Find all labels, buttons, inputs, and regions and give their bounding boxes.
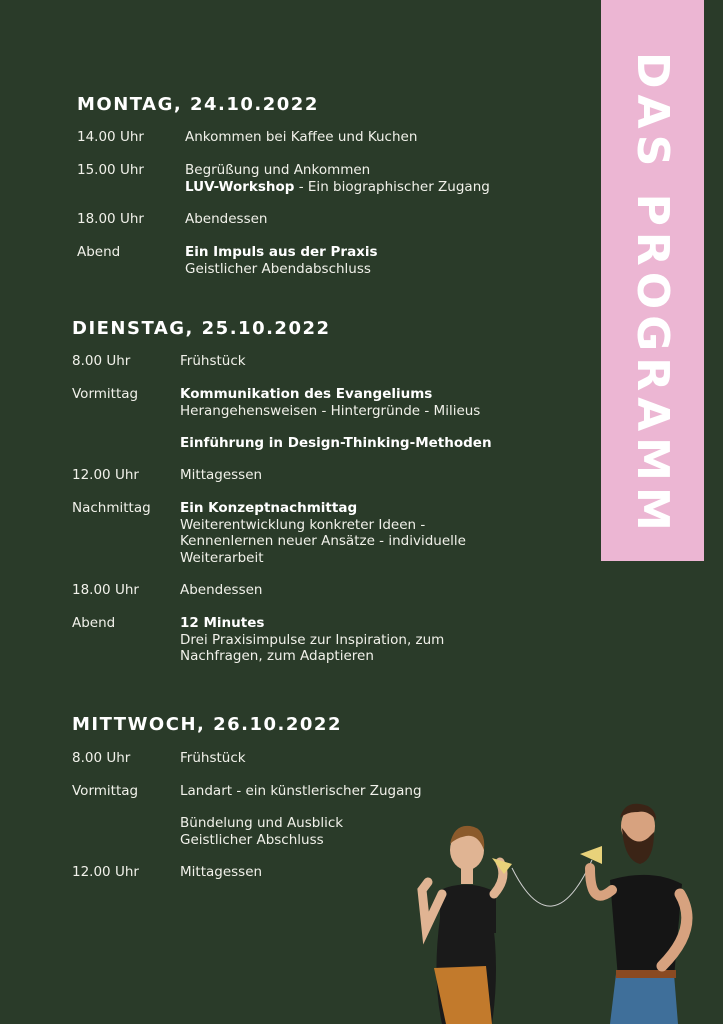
- description-line: [180, 500, 466, 517]
- description-bold: 12 Minutes: [180, 615, 265, 631]
- description-line: [185, 244, 378, 261]
- schedule-description: [180, 500, 466, 566]
- woman-figure: [422, 826, 512, 1024]
- description-line: [180, 832, 343, 849]
- description-line: [185, 211, 267, 228]
- schedule-time: Vormittag: [72, 386, 139, 402]
- description-text: - Ein biographischer Zugang: [294, 178, 490, 195]
- schedule-description: [185, 129, 417, 146]
- schedule-time: 12.00 Uhr: [72, 864, 139, 880]
- schedule-time: 18.00 Uhr: [77, 211, 144, 227]
- schedule-time: Nachmittag: [72, 500, 151, 516]
- description-bold: Ein Impuls aus der Praxis: [185, 244, 378, 260]
- description-bold: Kommunikation des Evangeliums: [180, 386, 433, 402]
- description-text: Landart - ein künstlerischer Zugang: [180, 783, 422, 799]
- schedule-time: 8.00 Uhr: [72, 353, 131, 369]
- description-text: Mittagessen: [180, 864, 263, 880]
- description-line: [185, 179, 490, 196]
- description-line: [180, 353, 246, 370]
- description-line: [185, 162, 490, 179]
- description-text: Kennenlernen neuer Ansätze - individuelle: [180, 533, 466, 549]
- description-line: [185, 129, 417, 146]
- description-text: Nachfragen, zum Adaptieren: [180, 648, 374, 664]
- schedule-description: [180, 783, 422, 800]
- description-text: Begrüßung und Ankommen: [185, 162, 371, 178]
- schedule-description: [180, 864, 262, 881]
- schedule-time: Abend: [72, 615, 116, 631]
- schedule-description: [180, 467, 262, 484]
- description-line: [180, 815, 343, 832]
- description-bold: LUV-Workshop: [185, 178, 295, 195]
- description-text: Abendessen: [180, 582, 263, 598]
- schedule-description: [180, 353, 246, 370]
- description-text: Drei Praxisimpulse zur Inspiration, zum: [180, 631, 445, 648]
- schedule-time: 14.00 Uhr: [77, 129, 144, 145]
- program-banner: [601, 0, 704, 561]
- description-line: [180, 615, 444, 632]
- schedule-description: [185, 211, 267, 228]
- man-figure: [580, 804, 687, 1024]
- description-text: Frühstück: [180, 750, 246, 766]
- description-line: [180, 632, 444, 649]
- description-bold: Ein Konzeptnachmittag: [180, 500, 358, 516]
- description-line: [185, 261, 378, 278]
- schedule-time: 8.00 Uhr: [72, 750, 131, 766]
- description-line: [180, 467, 262, 484]
- description-line: [180, 783, 422, 800]
- schedule-time: 12.00 Uhr: [72, 467, 139, 483]
- schedule-description: [180, 815, 343, 848]
- description-text: Geistlicher Abendabschluss: [185, 260, 371, 277]
- day-heading: MONTAG, 24.10.2022: [77, 94, 319, 115]
- description-text: Geistlicher Abschluss: [180, 831, 324, 848]
- description-text: Abendessen: [185, 211, 268, 227]
- description-text: Herangehensweisen - Hintergründe - Milieus: [180, 402, 481, 419]
- schedule-description: [185, 244, 378, 277]
- description-line: [180, 750, 246, 767]
- description-line: [180, 550, 466, 567]
- schedule-description: [185, 162, 490, 195]
- day-heading: DIENSTAG, 25.10.2022: [72, 318, 331, 339]
- description-bold: Einführung in Design-Thinking-Methoden: [180, 435, 492, 451]
- schedule-time: 15.00 Uhr: [77, 162, 144, 178]
- schedule-time: 18.00 Uhr: [72, 582, 139, 598]
- schedule-description: [180, 582, 262, 599]
- schedule-time: Abend: [77, 244, 121, 260]
- description-text: Frühstück: [180, 353, 246, 369]
- description-line: [180, 435, 492, 452]
- banner-title: DAS PROGRAMM: [627, 52, 678, 537]
- schedule-description: [180, 386, 480, 419]
- description-line: [180, 648, 444, 665]
- description-line: [180, 403, 480, 420]
- description-line: [180, 386, 480, 403]
- description-text: Weiterentwicklung konkreter Ideen -: [180, 516, 426, 533]
- description-text: Ankommen bei Kaffee und Kuchen: [185, 129, 418, 145]
- schedule-time: Vormittag: [72, 783, 139, 799]
- people-photo: [412, 798, 712, 1024]
- day-heading: MITTWOCH, 26.10.2022: [72, 714, 342, 735]
- description-line: [180, 533, 466, 550]
- description-text: Weiterarbeit: [180, 549, 264, 566]
- schedule-description: [180, 750, 246, 767]
- description-line: [180, 582, 262, 599]
- description-text: Mittagessen: [180, 467, 263, 483]
- description-line: [180, 517, 466, 534]
- schedule-description: [180, 615, 444, 665]
- description-line: [180, 864, 262, 881]
- description-text: Bündelung und Ausblick: [180, 815, 344, 831]
- schedule-description: [180, 435, 492, 452]
